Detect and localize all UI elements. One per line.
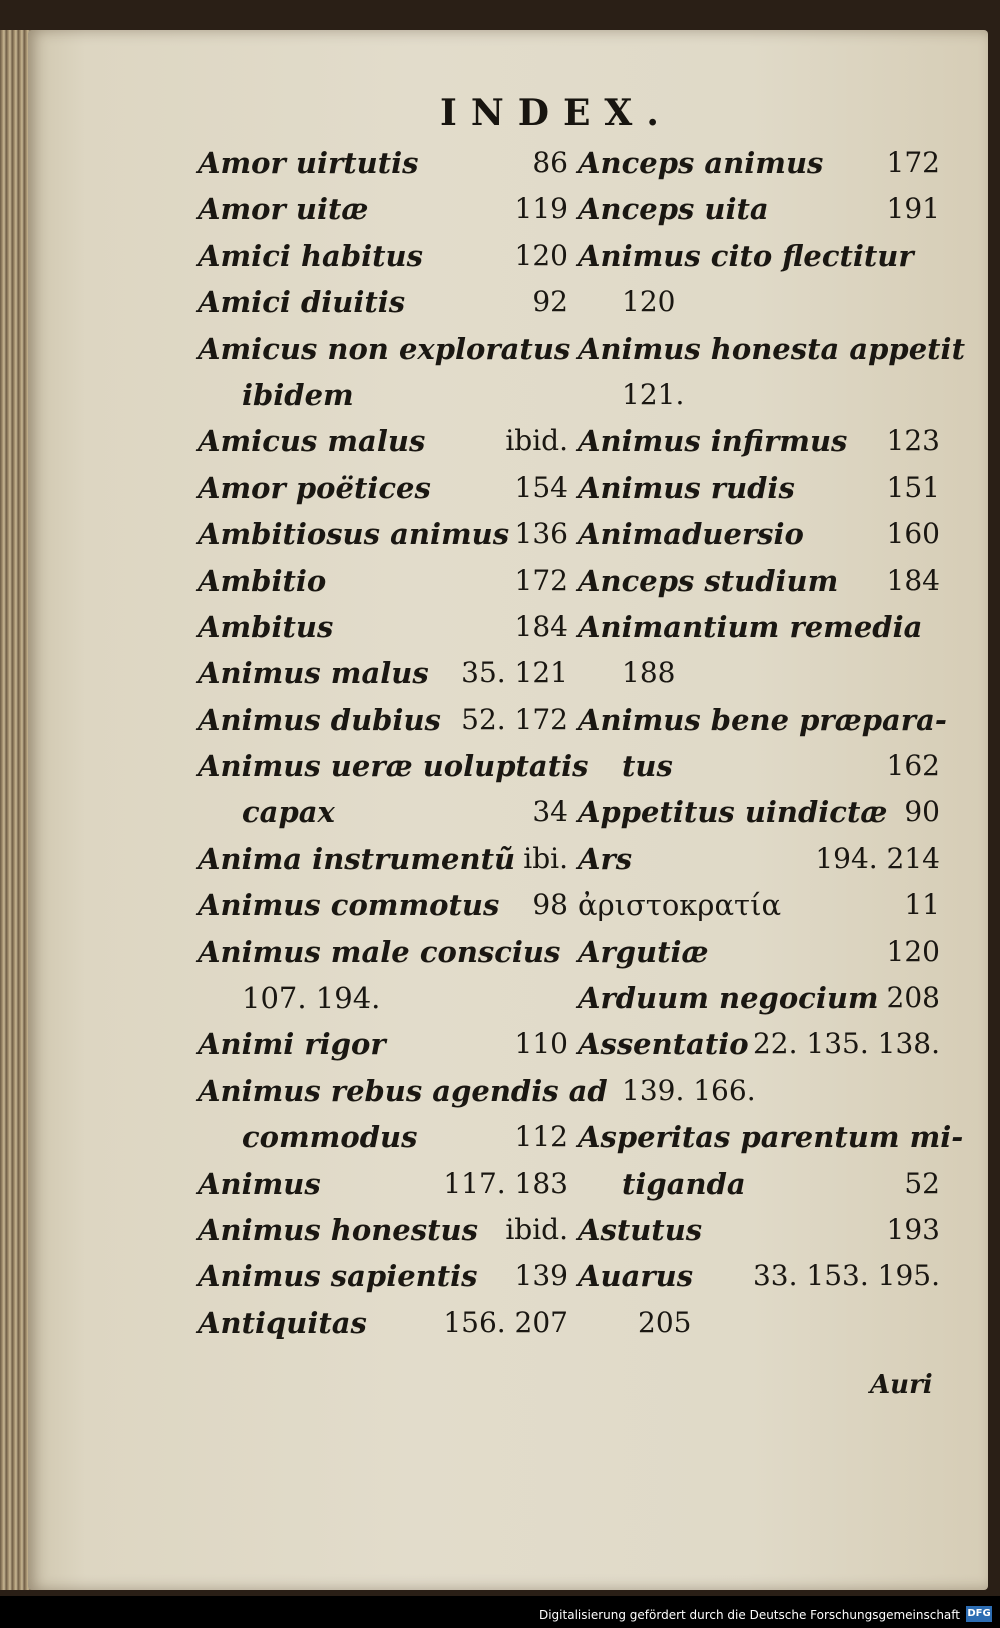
index-term: ibidem xyxy=(242,377,354,412)
page-reference: 172 xyxy=(514,563,568,597)
page-reference: 110 xyxy=(514,1027,568,1061)
page-reference: 117. 183 xyxy=(443,1166,568,1200)
index-term: 107. 194. xyxy=(242,981,381,1016)
index-entry xyxy=(198,465,568,511)
index-term: Animus sapientis xyxy=(198,1259,478,1294)
index-entry xyxy=(578,697,947,743)
index-entry xyxy=(578,186,940,232)
index-term: Ambitio xyxy=(198,563,327,598)
index-term: Ambitus xyxy=(198,609,334,644)
index-term: Animus xyxy=(198,1166,321,1201)
index-term: Anima instrumentũ xyxy=(198,841,516,876)
index-entry xyxy=(198,975,568,1021)
index-entry xyxy=(198,789,568,835)
index-term: Amicus malus xyxy=(198,424,426,459)
index-entry xyxy=(578,418,940,464)
index-term: commodus xyxy=(242,1120,418,1155)
page-reference: 191 xyxy=(886,192,940,226)
page-reference: 151 xyxy=(886,470,940,504)
dfg-logo-icon: DFG xyxy=(966,1606,992,1622)
index-entry xyxy=(578,743,940,789)
index-term: Amor poëtices xyxy=(198,470,431,505)
page-reference: 154 xyxy=(514,470,568,504)
index-term: Animus honesta appetit xyxy=(578,331,965,366)
index-term: Anceps animus xyxy=(578,146,824,180)
index-entry xyxy=(578,836,940,882)
index-entry xyxy=(578,1253,940,1299)
index-term: Animus ueræ uoluptatis xyxy=(198,749,589,784)
page-reference: 160 xyxy=(886,517,940,551)
page-reference: 35. 121 xyxy=(461,656,568,690)
index-entry xyxy=(578,1021,940,1067)
page-reference: ibi. xyxy=(523,841,568,875)
page-header: INDEX. xyxy=(440,92,673,134)
index-term: Animus dubius xyxy=(198,702,441,737)
index-term: Ambitiosus animus xyxy=(198,517,510,552)
catchword: Auri xyxy=(870,1370,933,1400)
page-reference: 33. 153. 195. xyxy=(752,1259,940,1293)
index-term: capax xyxy=(242,795,335,830)
index-term: Astutus xyxy=(578,1212,703,1247)
page-reference: 156. 207 xyxy=(443,1305,568,1339)
index-entry xyxy=(578,465,940,511)
index-entry xyxy=(198,326,571,372)
page-reference: 184 xyxy=(886,563,940,597)
index-entry xyxy=(198,1207,568,1253)
index-term: Animus rebus agendis ad xyxy=(198,1073,608,1108)
index-entry xyxy=(578,650,940,696)
index-term: Amicus non exploratus xyxy=(198,331,571,366)
index-entry xyxy=(198,372,568,418)
page-reference: 184 xyxy=(514,609,568,643)
index-term: Animaduersio xyxy=(578,517,804,552)
index-entry xyxy=(198,697,568,743)
index-term: Appetitus uindictæ xyxy=(578,795,888,830)
index-term: Assentatio xyxy=(578,1027,749,1062)
index-entry xyxy=(578,975,940,1021)
index-term: Anceps uita xyxy=(578,192,769,227)
index-term: Animus commotus xyxy=(198,888,500,923)
index-entry xyxy=(198,650,568,696)
index-column-right xyxy=(578,140,965,1346)
index-entry xyxy=(578,929,940,975)
page-reference: 172 xyxy=(886,146,940,179)
index-entry xyxy=(578,1114,964,1160)
page-reference: 22. 135. 138. xyxy=(752,1027,940,1061)
index-term: Animi rigor xyxy=(198,1027,386,1062)
index-entry xyxy=(578,233,940,279)
index-entry xyxy=(198,929,568,975)
page-reference: 121. xyxy=(622,377,685,411)
index-term: Animus bene præpara- xyxy=(578,702,947,737)
page-reference: 136 xyxy=(514,517,568,551)
index-term: Animus malus xyxy=(198,656,429,691)
index-entry xyxy=(198,1253,568,1299)
page-reference: 120 xyxy=(622,285,676,319)
index-entry xyxy=(578,1161,940,1207)
index-entry xyxy=(578,882,940,928)
index-entry xyxy=(578,511,940,557)
index-term: Asperitas parentum mi- xyxy=(578,1120,964,1155)
page-reference: 208 xyxy=(886,981,940,1015)
page-reference: 188 xyxy=(622,656,676,690)
page-reference: 86 xyxy=(532,146,568,179)
index-entry xyxy=(198,836,568,882)
page-reference: 139. 166. xyxy=(622,1073,756,1107)
index-term: Antiquitas xyxy=(198,1305,367,1340)
index-term: Animus rudis xyxy=(578,470,795,505)
index-term: tus xyxy=(622,749,673,784)
index-entry xyxy=(198,1161,568,1207)
page-reference: 205 xyxy=(638,1305,692,1339)
index-term: Animus honestus xyxy=(198,1212,478,1247)
index-entry xyxy=(578,140,940,186)
footer-credit: Digitalisierung gefördert durch die Deutsche Forschungsgemeinschaft xyxy=(538,1608,960,1622)
page-reference: 92 xyxy=(532,285,568,319)
index-entry xyxy=(578,279,940,325)
index-entry xyxy=(198,140,568,186)
page-reference: 120 xyxy=(886,934,940,968)
page-reference: 52. 172 xyxy=(461,702,568,736)
index-entry xyxy=(198,1068,608,1114)
page-reference: ibid. xyxy=(505,1212,568,1246)
index-entry xyxy=(198,743,589,789)
index-entry xyxy=(578,326,965,372)
index-term: Arduum negocium xyxy=(578,981,879,1016)
index-entry xyxy=(578,789,940,835)
index-term: Argutiæ xyxy=(578,934,709,969)
page-reference: 123 xyxy=(886,424,940,458)
page-reference: ibid. xyxy=(505,424,568,458)
page-reference: 120 xyxy=(514,238,568,272)
page-reference: 194. 214 xyxy=(815,841,940,875)
index-entry xyxy=(198,558,568,604)
index-entry xyxy=(198,186,568,232)
index-term: Animus cito flectitur xyxy=(578,238,914,273)
index-entry xyxy=(198,279,568,325)
index-term: tiganda xyxy=(622,1166,746,1201)
index-entry xyxy=(578,604,940,650)
index-entry xyxy=(198,418,568,464)
index-term: Amor uitæ xyxy=(198,192,369,227)
page-reference: 119 xyxy=(514,192,568,226)
index-entry xyxy=(198,511,568,557)
index-entry xyxy=(198,1300,568,1346)
index-entry xyxy=(578,558,940,604)
index-term: ἀριστοκρατία xyxy=(578,888,782,923)
page-reference: 112 xyxy=(514,1120,568,1154)
index-entry xyxy=(198,1114,568,1160)
index-entry xyxy=(198,882,568,928)
page-reference: 139 xyxy=(514,1259,568,1293)
page-reference: 11 xyxy=(904,888,940,922)
index-entry xyxy=(578,372,940,418)
page-reference: 52 xyxy=(904,1166,940,1200)
page-reference: 34 xyxy=(532,795,568,829)
page-reference: 98 xyxy=(532,888,568,922)
page-reference: 90 xyxy=(904,795,940,829)
index-entry xyxy=(198,1021,568,1067)
index-term: Animus infirmus xyxy=(578,424,848,459)
index-term: Animantium remedia xyxy=(578,609,923,644)
index-entry xyxy=(578,1300,940,1346)
index-term: Anceps studium xyxy=(578,563,839,598)
page-reference: 193 xyxy=(886,1212,940,1246)
index-term: Amici habitus xyxy=(198,238,423,273)
index-term: Amor uirtutis xyxy=(198,146,419,180)
index-term: Ars xyxy=(578,841,633,876)
index-entry xyxy=(198,233,568,279)
page-reference: 162 xyxy=(886,749,940,783)
index-term: Animus male conscius xyxy=(198,934,561,969)
index-entry xyxy=(198,604,568,650)
index-entry xyxy=(578,1207,940,1253)
index-entry xyxy=(578,1068,940,1114)
index-term: Auarus xyxy=(578,1259,694,1294)
index-term: Amici diuitis xyxy=(198,285,406,320)
